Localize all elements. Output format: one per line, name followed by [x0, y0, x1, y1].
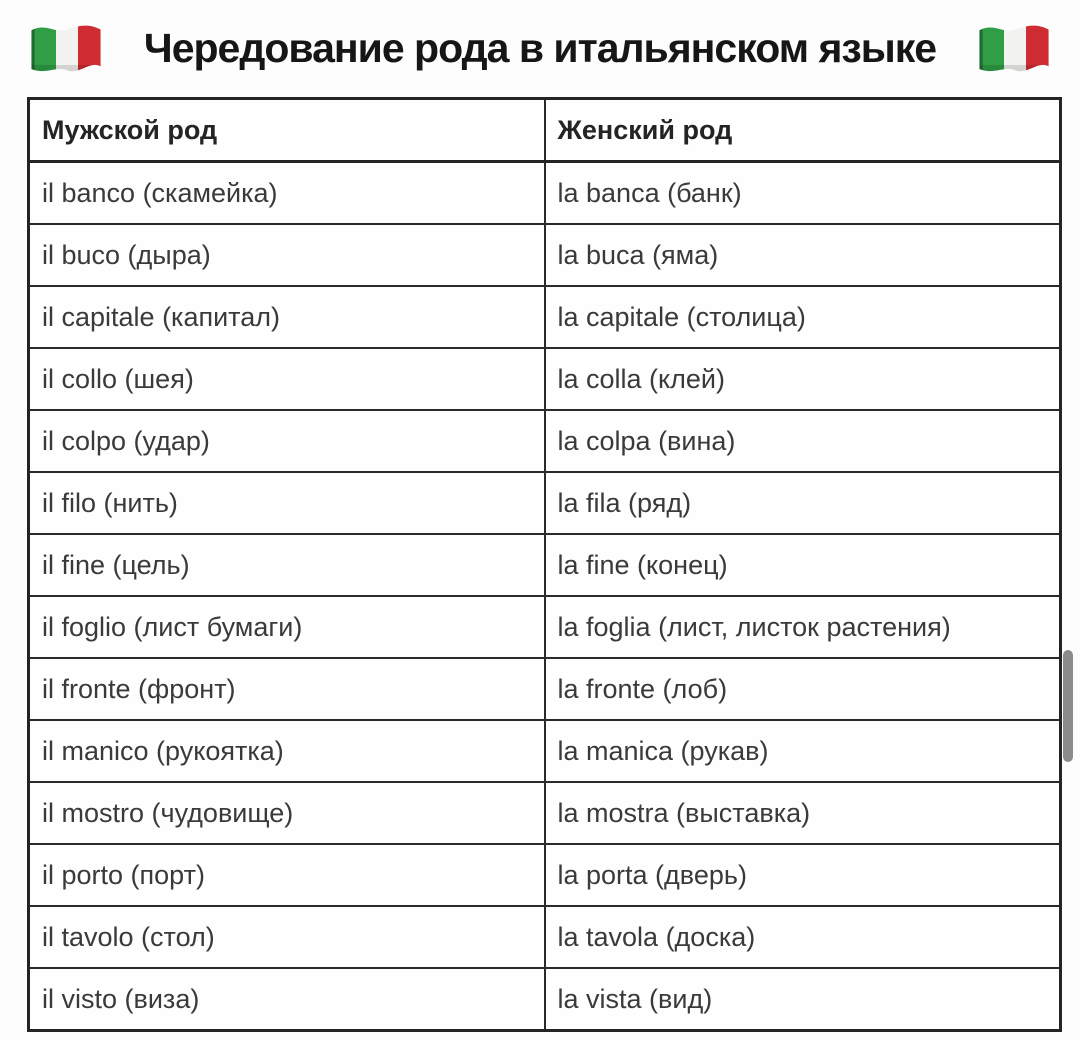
table-row: [29, 596, 1061, 658]
feminine-cell: la colpa (вина): [545, 410, 1061, 472]
masculine-cell: il collo (шея): [29, 348, 545, 410]
masculine-cell: il porto (порт): [29, 844, 545, 906]
table-row: [29, 782, 1061, 844]
scrollbar-thumb[interactable]: [1063, 650, 1073, 762]
table-row: [29, 286, 1061, 348]
feminine-cell: la fronte (лоб): [545, 658, 1061, 720]
feminine-cell: la fila (ряд): [545, 472, 1061, 534]
masculine-cell: il fronte (фронт): [29, 658, 545, 720]
masculine-cell: il visto (виза): [29, 968, 545, 1031]
feminine-cell: la manica (рукав): [545, 720, 1061, 782]
masculine-cell: il tavolo (стол): [29, 906, 545, 968]
masculine-cell: il foglio (лист бумаги): [29, 596, 545, 658]
gender-alternation-table: [27, 97, 1062, 1032]
table-row: [29, 472, 1061, 534]
italy-flag-icon: [26, 19, 106, 79]
table-row: [29, 162, 1061, 225]
feminine-cell: la porta (дверь): [545, 844, 1061, 906]
feminine-cell: la capitale (столица): [545, 286, 1061, 348]
table-row: [29, 224, 1061, 286]
page-title: Чередование рода в итальянском языке: [143, 25, 937, 71]
feminine-cell: la buca (яма): [545, 224, 1061, 286]
feminine-column-header: Женский род: [545, 99, 1061, 162]
table-row: [29, 348, 1061, 410]
masculine-cell: il manico (рукоятка): [29, 720, 545, 782]
masculine-cell: il mostro (чудовище): [29, 782, 545, 844]
page-header: [0, 0, 1080, 97]
masculine-cell: il capitale (капитал): [29, 286, 545, 348]
table-row: [29, 720, 1061, 782]
table-row: [29, 906, 1061, 968]
table-row: [29, 410, 1061, 472]
masculine-cell: il fine (цель): [29, 534, 545, 596]
feminine-cell: la colla (клей): [545, 348, 1061, 410]
feminine-cell: la banca (банк): [545, 162, 1061, 225]
table-row: [29, 658, 1061, 720]
italy-flag-icon: [974, 19, 1054, 79]
masculine-column-header: Мужской род: [29, 99, 545, 162]
feminine-cell: la tavola (доска): [545, 906, 1061, 968]
feminine-cell: la foglia (лист, листок растения): [545, 596, 1061, 658]
masculine-cell: il buco (дыра): [29, 224, 545, 286]
table-header-row: [29, 99, 1061, 162]
masculine-cell: il colpo (удар): [29, 410, 545, 472]
feminine-cell: la mostra (выставка): [545, 782, 1061, 844]
feminine-cell: la vista (вид): [545, 968, 1061, 1031]
masculine-cell: il banco (скамейка): [29, 162, 545, 225]
feminine-cell: la fine (конец): [545, 534, 1061, 596]
table-row: [29, 534, 1061, 596]
table-row: [29, 844, 1061, 906]
table-row: [29, 968, 1061, 1031]
masculine-cell: il filo (нить): [29, 472, 545, 534]
